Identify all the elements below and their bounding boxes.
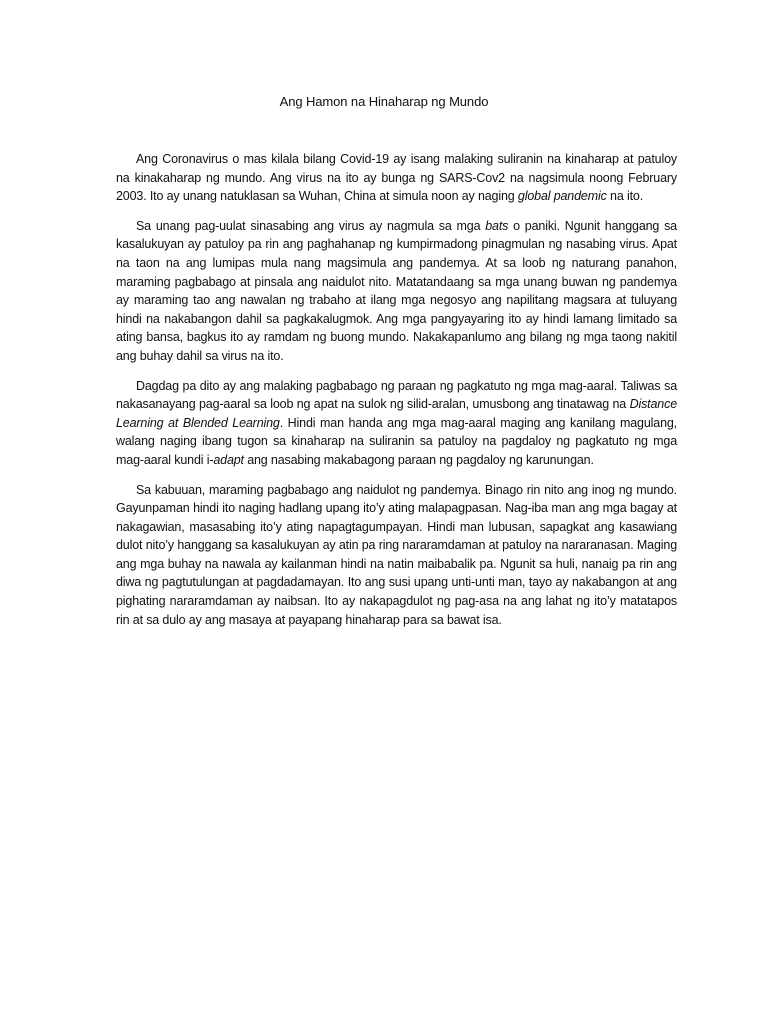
paragraph-2 — [116, 217, 677, 366]
paragraph-3-segment-2: Distance Learning at Blended Learning — [116, 397, 677, 430]
document-body — [116, 150, 677, 640]
paragraph-3 — [116, 377, 677, 470]
paragraph-4-segment-1: Sa kabuuan, maraming pagbabago ang naidulot ng pandemya. Binago rin nito ang inog ng mundo. Gayunpaman hindi ito naging hadlang upang ito’y ating malapagpasan. Nag-iba man ang mga bagay at nakagawian, masasabing ito’y ating napagtagumpayan. Hindi man lubusan, sapagkat ang kasawiang dulot nito’y hanggang sa kasalukuyan ay atin pa ring nararamdaman at patuloy na nararanasan. Maging ang mga buhay na nawala ay kailanman hindi na natin maibabalik pa. Ngunit sa huli, nanaig pa rin ang diwa ng pagtutulungan at pagdadamayan. Ito ang susi upang unti-unti man, tayo ay nakabangon at ang pighating nararamdaman ay naibsan. Ito ay nakapagdulot ng pag-asa na ang lahat ng ito’y matatapos rin at sa dulo ay ang masaya at payapang hinaharap para sa bawat isa. — [116, 482, 677, 627]
paragraph-1 — [116, 150, 677, 206]
paragraph-3-segment-1: Dagdag pa dito ay ang malaking pagbabago ng paraan ng pagkatuto ng mga mag-aaral. Taliwas sa nakasanayang pag-aaral sa loob ng apat na sulok ng silid-aralan, umusbong ang tinatawag na — [116, 378, 677, 412]
paragraph-2-segment-1: Sa unang pag-uulat sinasabing ang virus ay nagmula sa mga — [136, 218, 486, 233]
paragraph-1-segment-2: global pandemic — [517, 189, 607, 204]
document-title: Ang Hamon na Hinaharap ng Mundo — [279, 94, 489, 109]
paragraph-1-segment-1: Ang Coronavirus o mas kilala bilang Covid-19 ay isang malaking suliranin na kinaharap at patuloy na kinakaharap ng mundo. Ang virus na ito ay bunga ng SARS-Cov2 na nagsimula noong February 2003. Ito ay unang natuklasan sa Wuhan, China at simula noon ay naging — [116, 152, 677, 204]
paragraph-2-segment-2: bats — [485, 218, 509, 233]
paragraph-3-segment-3: . Hindi man handa ang mga mag-aaral maging ang kanilang magulang, walang naging ibang tugon sa kinaharap na suliranin sa patuloy na pagdaloy ng pagkatuto ng mga mag-aaral kundi i- — [116, 415, 677, 467]
paragraph-2-segment-3: o paniki. Ngunit hanggang sa kasalukuyan ay patuloy pa rin ang paghahanap ng kumpirmadong pinagmulan ng nasabing virus. Apat na taon na ang lumipas mula nang magsimula ang pandemya. At sa loob ng naturang panahon, maraming pagbabago at pinsala ang naidulot nito. Matatandaang sa mga unang buwan ng pandemya ay maraming tao ang nawalan ng trabaho at ilang mga negosyo ang napilitang magsara at tuluyang hindi na nakabangon dahil sa pagkakalugmok. Ang mga pangyayaring ito ay hindi lamang limitado sa ating bansa, bagkus ito ay ramdam ng buong mundo. Nakakapanlumo ang bilang ng mga taong nakitil ang buhay dahil sa virus na ito. — [116, 218, 677, 363]
paragraph-4 — [116, 481, 677, 630]
paragraph-3-segment-4: adapt — [213, 452, 244, 467]
paragraph-1-segment-3: na ito. — [606, 189, 644, 204]
paragraph-3-segment-5: ang nasabing makabagong paraan ng pagdaloy ng karunungan. — [243, 452, 594, 467]
